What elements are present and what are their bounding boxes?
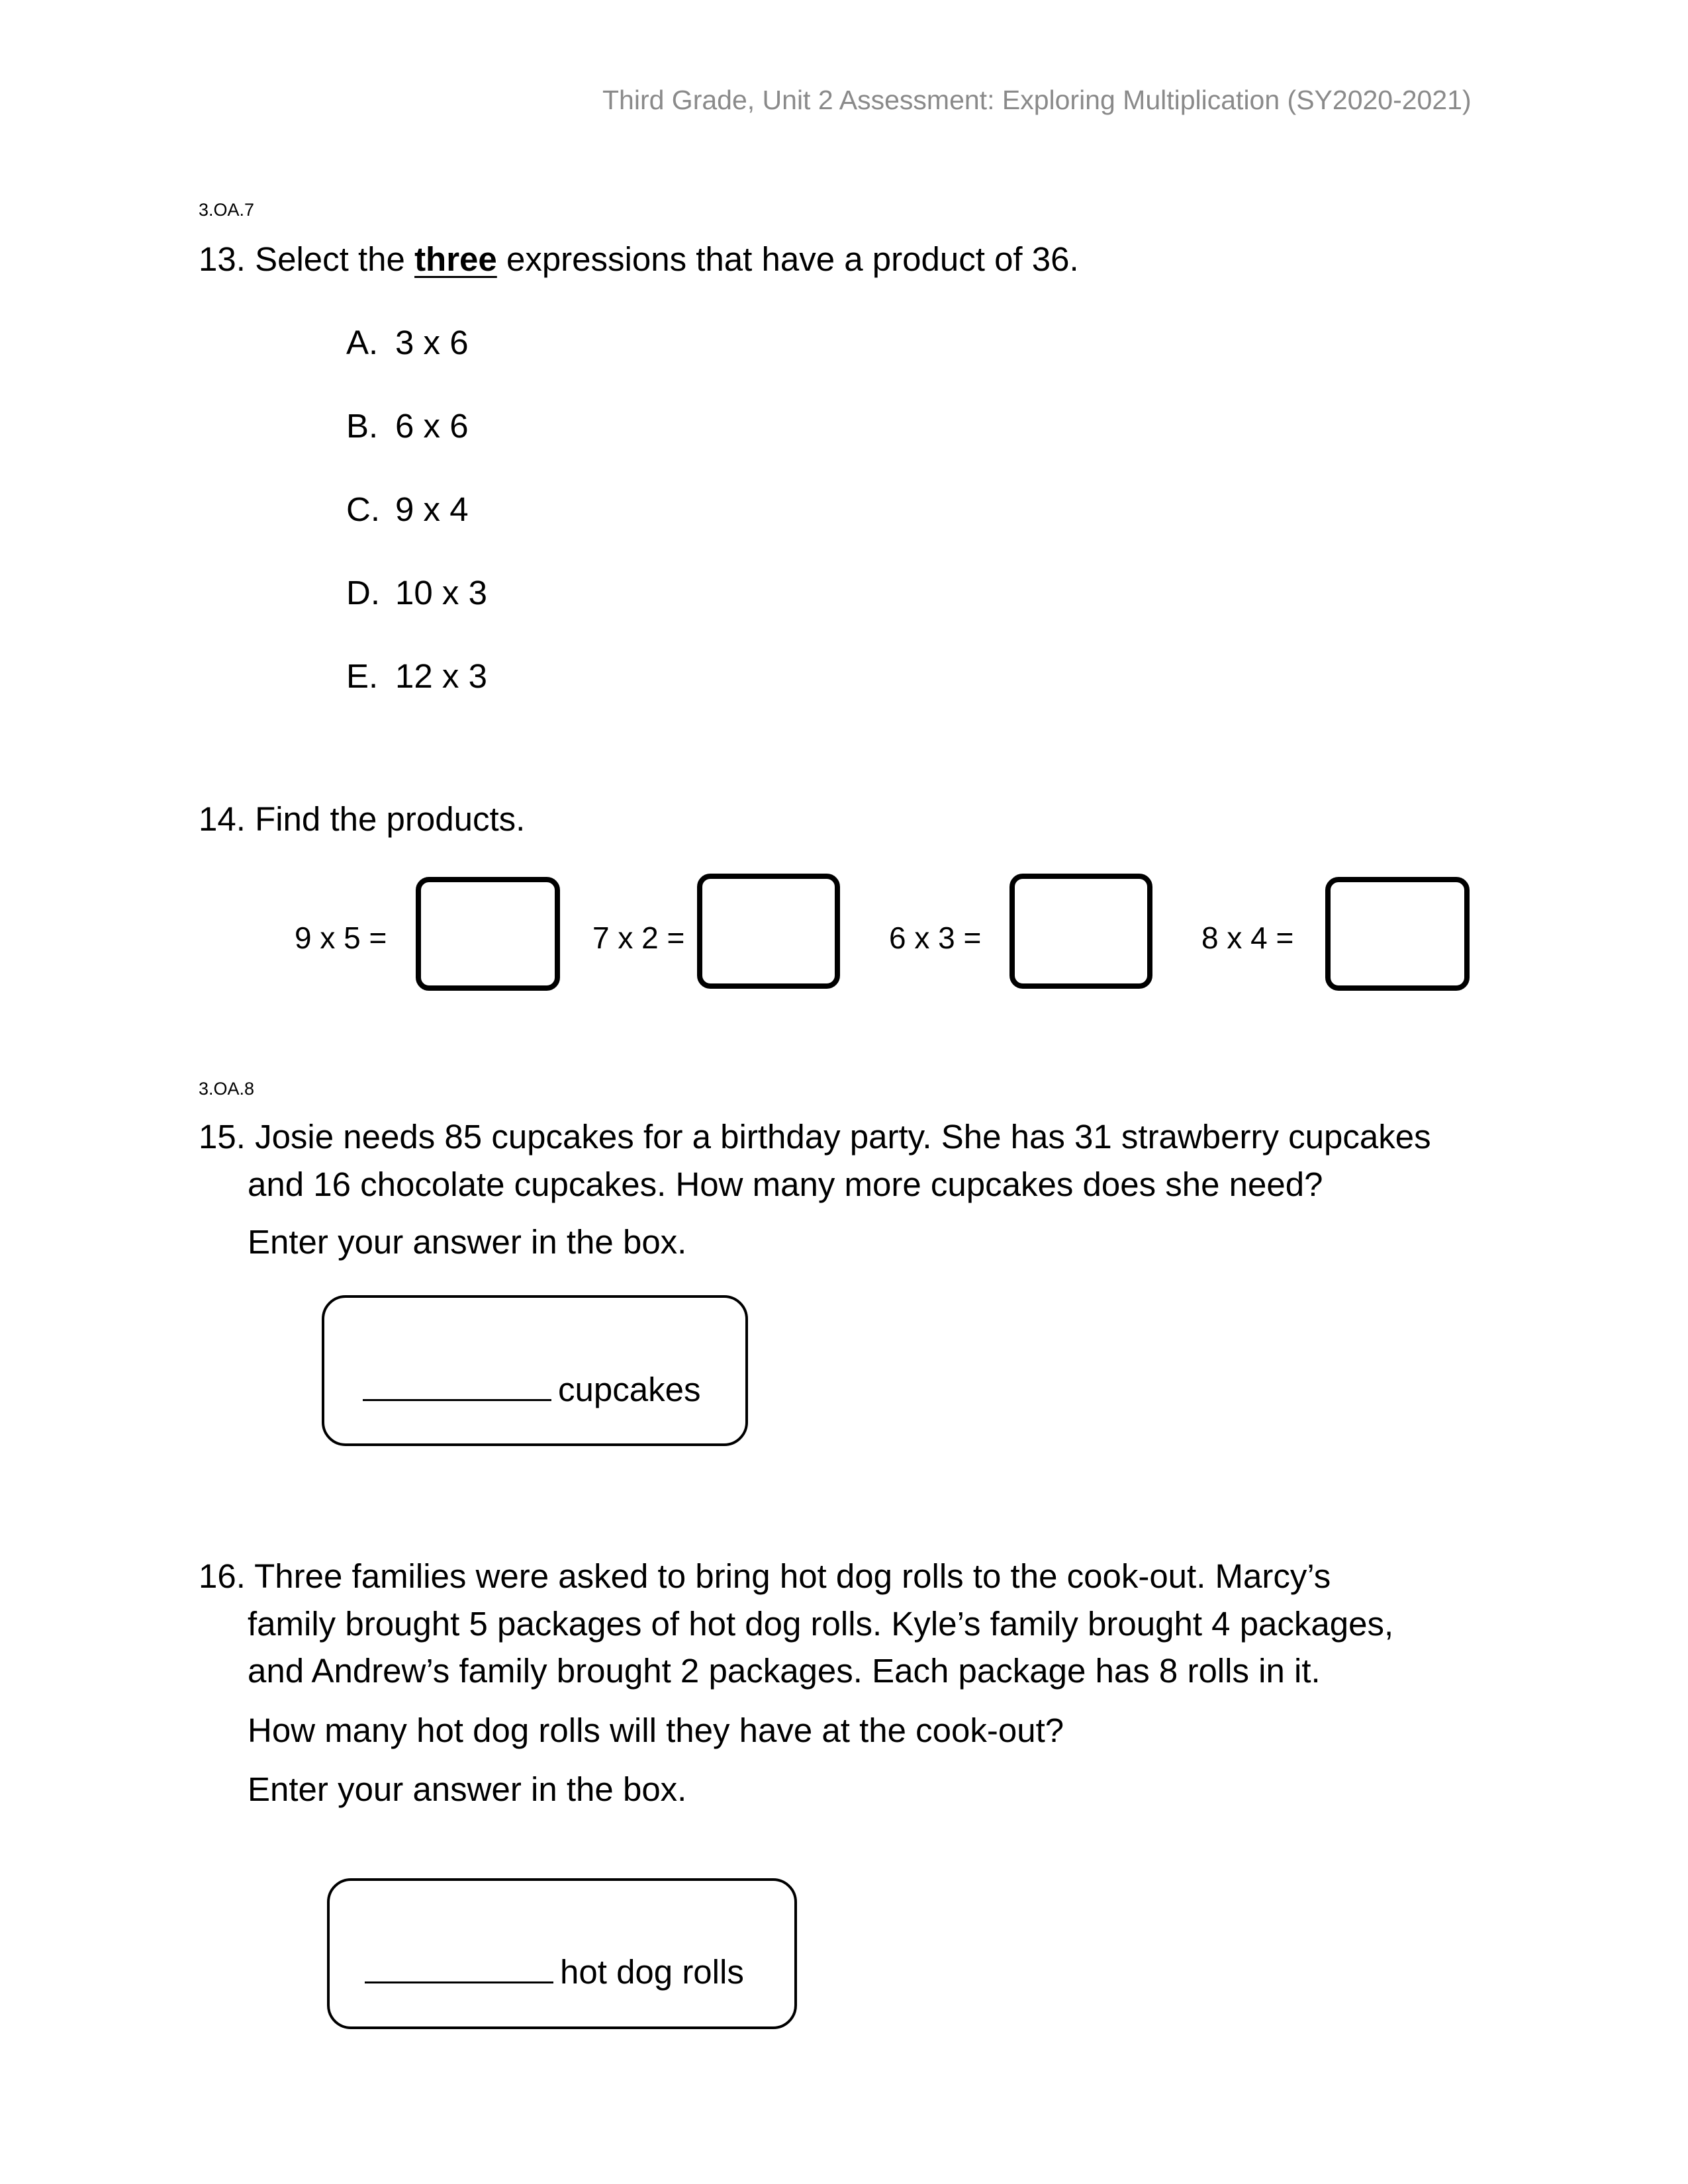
option-e[interactable] — [346, 657, 487, 696]
option-c-letter: C. — [346, 490, 380, 528]
page-header: Third Grade, Unit 2 Assessment: Exploring Multiplication (SY2020-2021) — [602, 85, 1472, 115]
answer-blank-q15[interactable] — [363, 1369, 551, 1401]
option-b[interactable] — [346, 406, 469, 445]
response-q15-content — [363, 1369, 700, 1409]
option-d[interactable] — [346, 573, 487, 612]
unit-label-q16: hot dog rolls — [560, 1953, 744, 1991]
option-e-letter: E. — [346, 657, 379, 695]
equation-4: 8 x 4 = — [1201, 921, 1294, 955]
question-15-line-1: 15. Josie needs 85 cupcakes for a birthday party. She has 31 strawberry cupcakes — [199, 1118, 1431, 1156]
question-13-text-before: Select the — [255, 240, 405, 278]
question-13-emphasis: three — [414, 240, 497, 278]
question-16-line-1: 16. Three families were asked to bring hot dog rolls to the cook-out. Marcy’s — [199, 1557, 1331, 1595]
answer-box-3[interactable] — [1009, 874, 1152, 989]
question-13-prompt — [199, 240, 1079, 279]
option-e-text: 12 x 3 — [395, 657, 487, 695]
question-16-question: How many hot dog rolls will they have at the cook-out? — [248, 1711, 1064, 1749]
question-16-line-2: family brought 5 packages of hot dog rolls. Kyle’s family brought 4 packages, — [248, 1605, 1394, 1643]
option-a-letter: A. — [346, 324, 379, 361]
option-c-text: 9 x 4 — [395, 490, 469, 528]
question-13-text-after: expressions that have a product of 36. — [506, 240, 1079, 278]
response-q16-content — [365, 1951, 744, 1991]
question-14-prompt: 14. Find the products. — [199, 800, 526, 838]
equation-2: 7 x 2 = — [592, 921, 685, 955]
option-a-text: 3 x 6 — [395, 324, 469, 361]
option-b-letter: B. — [346, 407, 379, 445]
answer-blank-q16[interactable] — [365, 1951, 553, 1983]
answer-box-1[interactable] — [416, 877, 560, 991]
standard-code-q15: 3.OA.8 — [199, 1079, 255, 1099]
option-c[interactable] — [346, 490, 469, 529]
equation-1: 9 x 5 = — [295, 921, 387, 955]
option-d-text: 10 x 3 — [395, 574, 487, 612]
question-16-line-3: and Andrew’s family brought 2 packages. Each package has 8 rolls in it. — [248, 1652, 1321, 1690]
equation-3: 6 x 3 = — [889, 921, 982, 955]
answer-box-2[interactable] — [697, 874, 840, 989]
option-a[interactable] — [346, 323, 469, 362]
option-d-letter: D. — [346, 574, 380, 612]
question-15-line-2: and 16 chocolate cupcakes. How many more cupcakes does she need? — [248, 1165, 1323, 1203]
question-13-number: 13. — [199, 240, 246, 278]
unit-label-q15: cupcakes — [558, 1371, 701, 1408]
question-15-instruction: Enter your answer in the box. — [248, 1223, 687, 1261]
question-16-instruction: Enter your answer in the box. — [248, 1770, 687, 1808]
answer-box-4[interactable] — [1325, 877, 1470, 991]
standard-code-q13: 3.OA.7 — [199, 200, 255, 220]
option-b-text: 6 x 6 — [395, 407, 469, 445]
